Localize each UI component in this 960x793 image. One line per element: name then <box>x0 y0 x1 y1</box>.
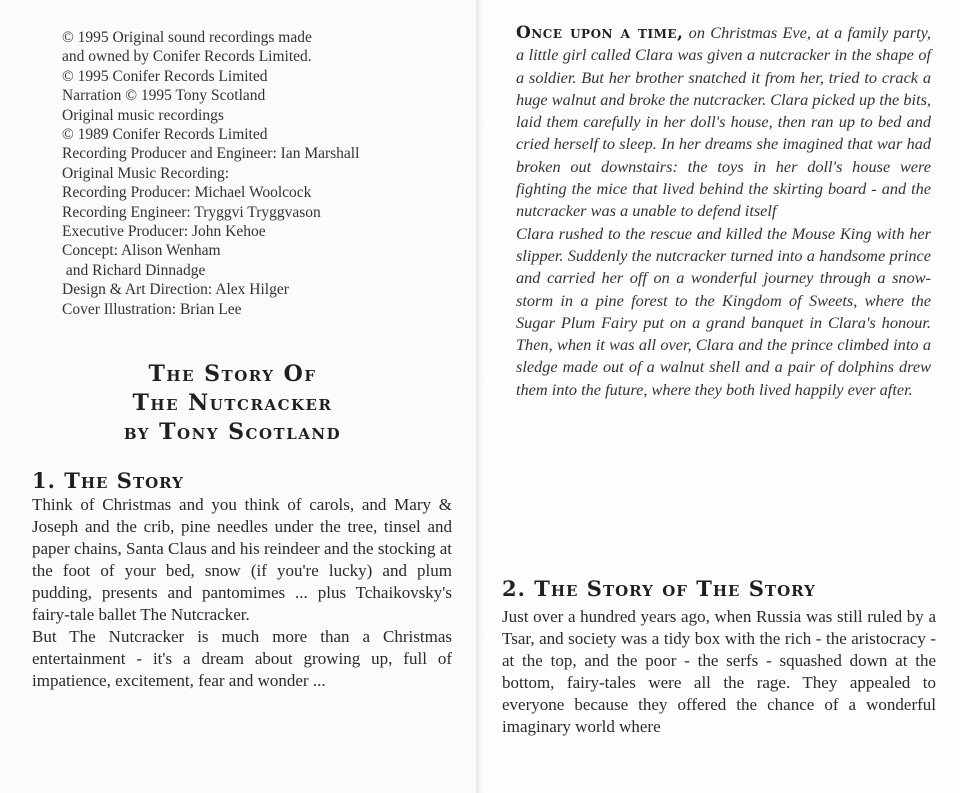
credit-line: Design & Art Direction: Alex Hilger <box>62 281 289 299</box>
intro-lead: Once upon a time, <box>516 23 684 43</box>
intro-paragraph: Clara rushed to the rescue and killed the Mouse King with her slipper. Suddenly the nutcracker turned into a handsome prince and carried her off on a wonderful journey through a snow-storm in a pine forest to the Kingdom of Sweets, where the Sugar Plum Fairy put on a grand banquet in Clara's honour. Then, when it was all over, Clara and the prince climbed into a sledge made out of a walnut shell and a pair of dolphins drew them into the future, where they both lived happily ever after. <box>516 223 931 399</box>
page-gutter <box>476 0 486 793</box>
section-1-paragraph: But The Nutcracker is much more than a Christmas entertainment - it's a dream about growing up, full of impatience, excitement, fear and wonder ... <box>32 627 452 690</box>
credit-line: Narration © 1995 Tony Scotland <box>62 87 266 105</box>
intro-text: on Christmas Eve, at a family party, a little girl called Clara was given a nutcracker in the shape of a soldier. But her brother snatched it from her, tried to crack a huge walnut and broke the nutcracker. Clara picked up the bits, laid them carefully in her doll's house, then ran up to bed and cried herself to sleep. In her dreams she imagined that war had broken out downstairs: the toys in her doll's house were fighting the mice that lived behind the skirting board - and the nutcracker was a unable to defend itself <box>516 23 932 221</box>
title-line-1: The Story Of <box>148 361 317 387</box>
right-page <box>486 0 960 793</box>
credit-line: Recording Producer: Michael Woolcock <box>62 184 312 202</box>
credit-line: © 1995 Conifer Records Limited <box>62 67 268 85</box>
credit-line: and owned by Conifer Records Limited. <box>62 48 312 66</box>
credit-line: and Richard Dinnadge <box>62 261 206 279</box>
section-2-body <box>502 606 936 738</box>
title-line-3: by Tony Scotland <box>123 419 342 445</box>
credit-line: © 1995 Original sound recordings made <box>62 29 312 46</box>
story-title <box>60 360 405 447</box>
left-page <box>0 0 476 793</box>
credits-block <box>62 28 462 319</box>
intro-paragraph <box>516 22 931 223</box>
section-2-paragraph: Just over a hundred years ago, when Russia was still ruled by a Tsar, and society was a tidy box with the rich - the aristocracy - at the top, and the poor - the serfs - squashed down at the bottom, fairy-tales were all the rage. They appealed to everyone because they offered the chance of a wonderful imaginary world where <box>502 607 936 736</box>
section-1-body <box>32 494 452 692</box>
credit-line: Cover Illustration: Brian Lee <box>62 300 242 318</box>
section-1-paragraph: Think of Christmas and you think of carols, and Mary & Joseph and the crib, pine needles under the tree, tinsel and paper chains, Santa Claus and his reindeer and the stocking at the foot of your bed, snow (if you're lucky) and plum pudding, presents and pantomimes ... plus Tchaikovsky's fairy-tale ballet The Nutcracker. <box>32 495 452 624</box>
credit-line: Recording Engineer: Tryggvi Tryggvason <box>62 203 321 221</box>
title-line-2: The Nutcracker <box>132 390 333 416</box>
section-1-heading: 1. The Story <box>32 468 184 493</box>
credit-line: Original music recordings <box>62 106 224 124</box>
credit-line: Concept: Alison Wenham <box>62 242 221 260</box>
credit-line: © 1989 Conifer Records Limited <box>62 126 268 144</box>
section-2-heading: 2. The Story of The Story <box>502 576 816 601</box>
credit-line: Original Music Recording: <box>62 164 230 182</box>
story-intro <box>516 22 931 401</box>
credit-line: Executive Producer: John Kehoe <box>62 223 266 241</box>
credit-line: Recording Producer and Engineer: Ian Marshall <box>62 145 360 163</box>
